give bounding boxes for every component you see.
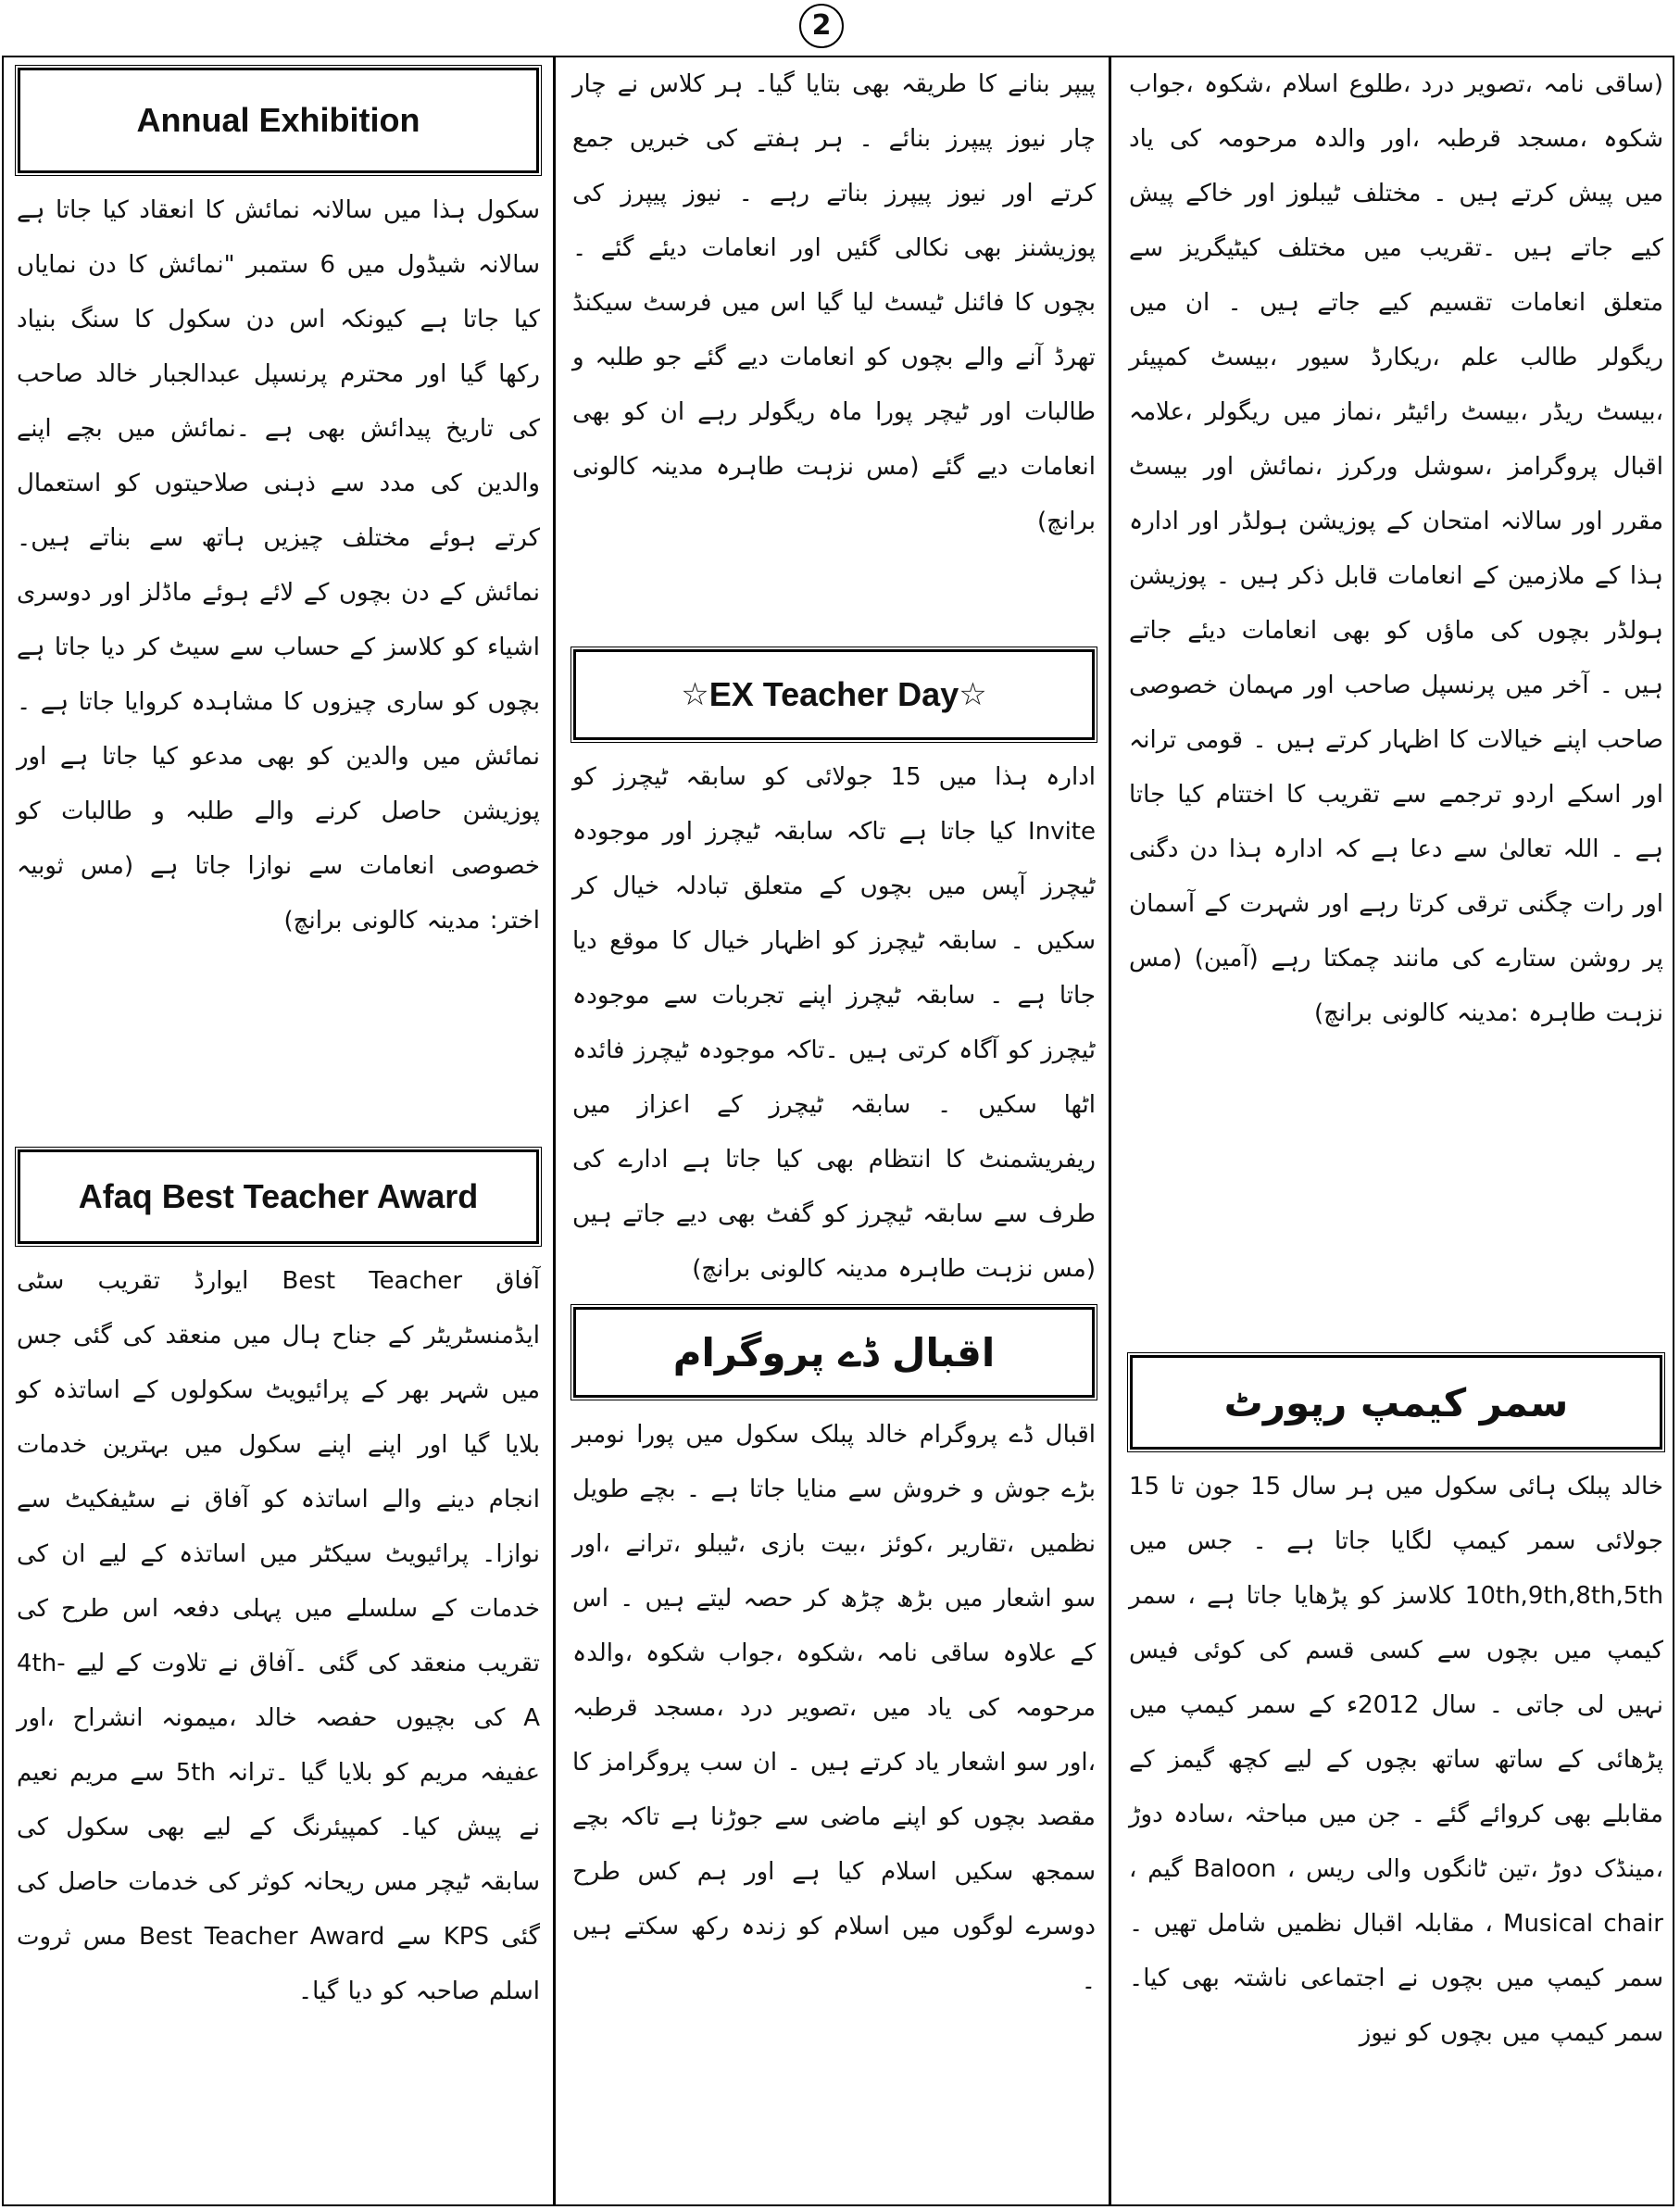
- annual-exhibition-heading: Annual Exhibition: [15, 65, 542, 176]
- right-column: [1116, 57, 1676, 2204]
- summer-camp-heading: سمر کیمپ رپورٹ: [1127, 1352, 1665, 1452]
- best-teacher-award-body: آفاق Best Teacher ایوارڈ تقریب سٹی ایڈمنسٹریٹر کے جناح ہال میں منعقد کی گئی جس میں شہر بھر کے پرائیویٹ سکولوں کے اساتذہ کو بلایا گیا اور اپنے اپنے سکول میں بہترین خدمات انجام دینے والے اساتذہ کو آفاق نے سٹیفکیٹ سے نوازا۔ پرائیویٹ سیکٹر میں اساتذہ کے لیے ان کی خدمات کے سلسلے میں پہلی دفعہ اس طرح کی تقریب منعقد کی گئی ۔آفاق نے تلاوت کے لیے 4th-A کی بچیوں حفصہ خالد ،میمونہ انشراح ،اور عفیفہ مریم کو بلایا گیا ۔ترانہ 5th سے مریم نعیم نے پیش کیا۔ کمپیئرنگ کے لیے بھی سکول کی سابقہ ٹیچر مس ریحانہ کوثر کی خدمات حاصل کی گئی KPS سے Best Teacher Award مس ثروت اسلم صاحبہ کو دیا گیا۔: [17, 1267, 540, 2005]
- newspaper-body: پیپر بنانے کا طریقہ بھی بتایا گیا۔ ہر کلاس نے چار چار نیوز پیپرز بنائے ۔ ہر ہفتے کی خبریں جمع کرتے اور نیوز پیپرز بناتے رہے ۔ نیوز پیپرز کی پوزیشنز بھی نکالی گئیں اور انعامات دیئے گئے ۔ بچوں کا فائنل ٹیسٹ لیا گیا اس میں فرسٹ سیکنڈ تھرڈ آنے والے بچوں کو انعامات دیے گئے جو طلبہ و طالبات اور ٹیچر پورا ماہ ریگولر رہے ان کو بھی انعامات دیے گئے (مس نزہت طاہرہ مدینہ کالونی برانچ): [572, 70, 1096, 535]
- iqbal-day-body: اقبال ڈے پروگرام خالد پبلک سکول میں پورا نومبر بڑے جوش و خروش سے منایا جاتا ہے ۔ بچے طویل نظمیں ،تقاریر ،کوئز ،بیت بازی ،ٹیبلو ،ترانے ،اور سو اشعار میں بڑھ چڑھ کر حصہ لیتے ہیں ۔ اس کے علاوہ ساقی نامہ ،شکوہ ،جواب شکوہ ،والدہ مرحومہ کی یاد میں ،تصویر درد ،مسجد قرطبہ ،اور سو اشعار یاد کرتے ہیں ۔ ان سب پروگرامز کا مقصد بچوں کو اپنے ماضی سے جوڑنا ہے تاکہ بچے سمجھ سکیں اسلام کیا ہے اور ہم کس طرح دوسرے لوگوں میں اسلام کو زندہ رکھ سکتے ہیں ۔: [572, 1421, 1096, 1995]
- annual-exhibition-body: سکول ہذا میں سالانہ نمائش کا انعقاد کیا جاتا ہے سالانہ شیڈول میں 6 ستمبر "نمائش کا دن نمایاں کیا جاتا ہے کیونکہ اس دن سکول کا سنگ بنیاد رکھا گیا اور محترم پرنسپل عبدالجبار خالد صاحب کی تاریخ پیدائش بھی ہے ۔نمائش میں بچے اپنے والدین کی مدد سے ذہنی صلاحیتوں کو استعمال کرتے ہوئے مختلف چیزیں ہاتھ سے بناتے ہیں۔نمائش کے دن بچوں کے لائے ہوئے ماڈلز اور دوسری اشیاء کو کلاسز کے حساب سے سیٹ کر دیا جاتا ہے بچوں کو ساری چیزوں کا مشاہدہ کروایا جاتا ہے ۔نمائش میں والدین کو بھی مدعو کیا جاتا ہے اور پوزیشن حاصل کرنے والے طلبہ و طالبات کو خصوصی انعامات سے نوازا جاتا ہے (مس ثوبیہ اختر: مدینہ کالونی برانچ): [17, 196, 541, 935]
- iqbal-day-heading: اقبال ڈے پروگرام: [570, 1304, 1097, 1400]
- ex-teacher-day-title: EX Teacher Day: [708, 675, 959, 713]
- page-number-badge: 2: [799, 4, 844, 48]
- iqbal-day-continued-body: (ساقی نامہ ،تصویر درد ،طلوع اسلام ،شکوہ ،جواب شکوہ ،مسجد قرطبہ ،اور والدہ مرحومہ کی یاد میں پیش کرتے ہیں ۔ مختلف ٹیبلوز اور خاکے پیش کیے جاتے ہیں ۔تقریب میں مختلف کیٹیگریز سے متعلق انعامات تقسیم کیے جاتے ہیں ۔ ان میں ریگولر طالب علم ،ریکارڈ سیور ،بیسٹ کمپیئر ،بیسٹ ریڈر ،بیسٹ رائیٹر ،نماز میں ریگولر ،علامہ اقبال پروگرامز ،سوشل ورکرز ،نمائش اور بیسٹ مقرر اور سالانہ امتحان کے پوزیشن ہولڈر اور ادارہ ہذا کے ملازمین کے انعامات قابل ذکر ہیں ۔ پوزیشن ہولڈر بچوں کی ماؤں کو بھی انعامات دیئے جاتے ہیں ۔ آخر میں پرنسپل صاحب اور مہمان خصوصی صاحب اپنے خیالات کا اظہار کرتے ہیں ۔ قومی ترانہ اور اسکے اردو ترجمے سے تقریب کا اختتام کیا جاتا ہے ۔ اللہ تعالیٰ سے دعا ہے کہ ادارہ ہذا دن دگنی اور رات چگنی ترقی کرتا رہے اور شہرت کے آسمان پر روشن ستارے کی مانند چمکتا رہے (آمین) (مس نزہت طاہرہ :مدینہ کالونی برانچ): [1129, 70, 1663, 1027]
- star-icon: ☆: [681, 677, 709, 712]
- best-teacher-award-heading: Afaq Best Teacher Award: [15, 1147, 542, 1247]
- star-icon: ☆: [959, 677, 987, 712]
- ex-teacher-day-heading: [570, 647, 1097, 743]
- left-column: [4, 57, 556, 2204]
- summer-camp-body: خالد پبلک ہائی سکول میں ہر سال 15 جون تا 15 جولائی سمر کیمپ لگایا جاتا ہے ۔ جس میں 10th,9th,8th,5th کلاسز کو پڑھایا جاتا ہے ، سمر کیمپ میں بچوں سے کسی قسم کی کوئی فیس نہیں لی جاتی ۔ سال 2012ء کے سمر کیمپ میں پڑھائی کے ساتھ ساتھ بچوں کے لیے کچھ گیمز کے مقابلے بھی کروائے گئے ۔ جن میں مباحثہ ،سادہ دوڑ ،مینڈک دوڑ ،تین ٹانگوں والی ریس ، Baloon گیم ، Musical chair ، مقابلہ اقبال نظمیں شامل تھیں ۔ سمر کیمپ میں بچوں نے اجتماعی ناشتہ بھی کیا۔ سمر کیمپ میں بچوں کو نیوز: [1129, 1473, 1664, 2047]
- ex-teacher-day-body: ادارہ ہذا میں 15 جولائی کو سابقہ ٹیچرز کو Invite کیا جاتا ہے تاکہ سابقہ ٹیچرز اور موجودہ ٹیچرز آپس میں بچوں کے متعلق تبادلہ خیال کر سکیں ۔ سابقہ ٹیچرز کو اظہار خیال کا موقع دیا جاتا ہے ۔ سابقہ ٹیچرز اپنے تجربات سے موجودہ ٹیچرز کو آگاہ کرتی ہیں ۔تاکہ موجودہ ٹیچرز فائدہ اٹھا سکیں ۔ سابقہ ٹیچرز کے اعزاز میں ریفریشمنٹ کا انتظام بھی کیا جاتا ہے ادارے کی طرف سے سابقہ ٹیچرز کو گفٹ بھی دیے جاتے ہیں (مس نزہت طاہرہ مدینہ کالونی برانچ): [572, 763, 1097, 1283]
- middle-column: [559, 57, 1111, 2204]
